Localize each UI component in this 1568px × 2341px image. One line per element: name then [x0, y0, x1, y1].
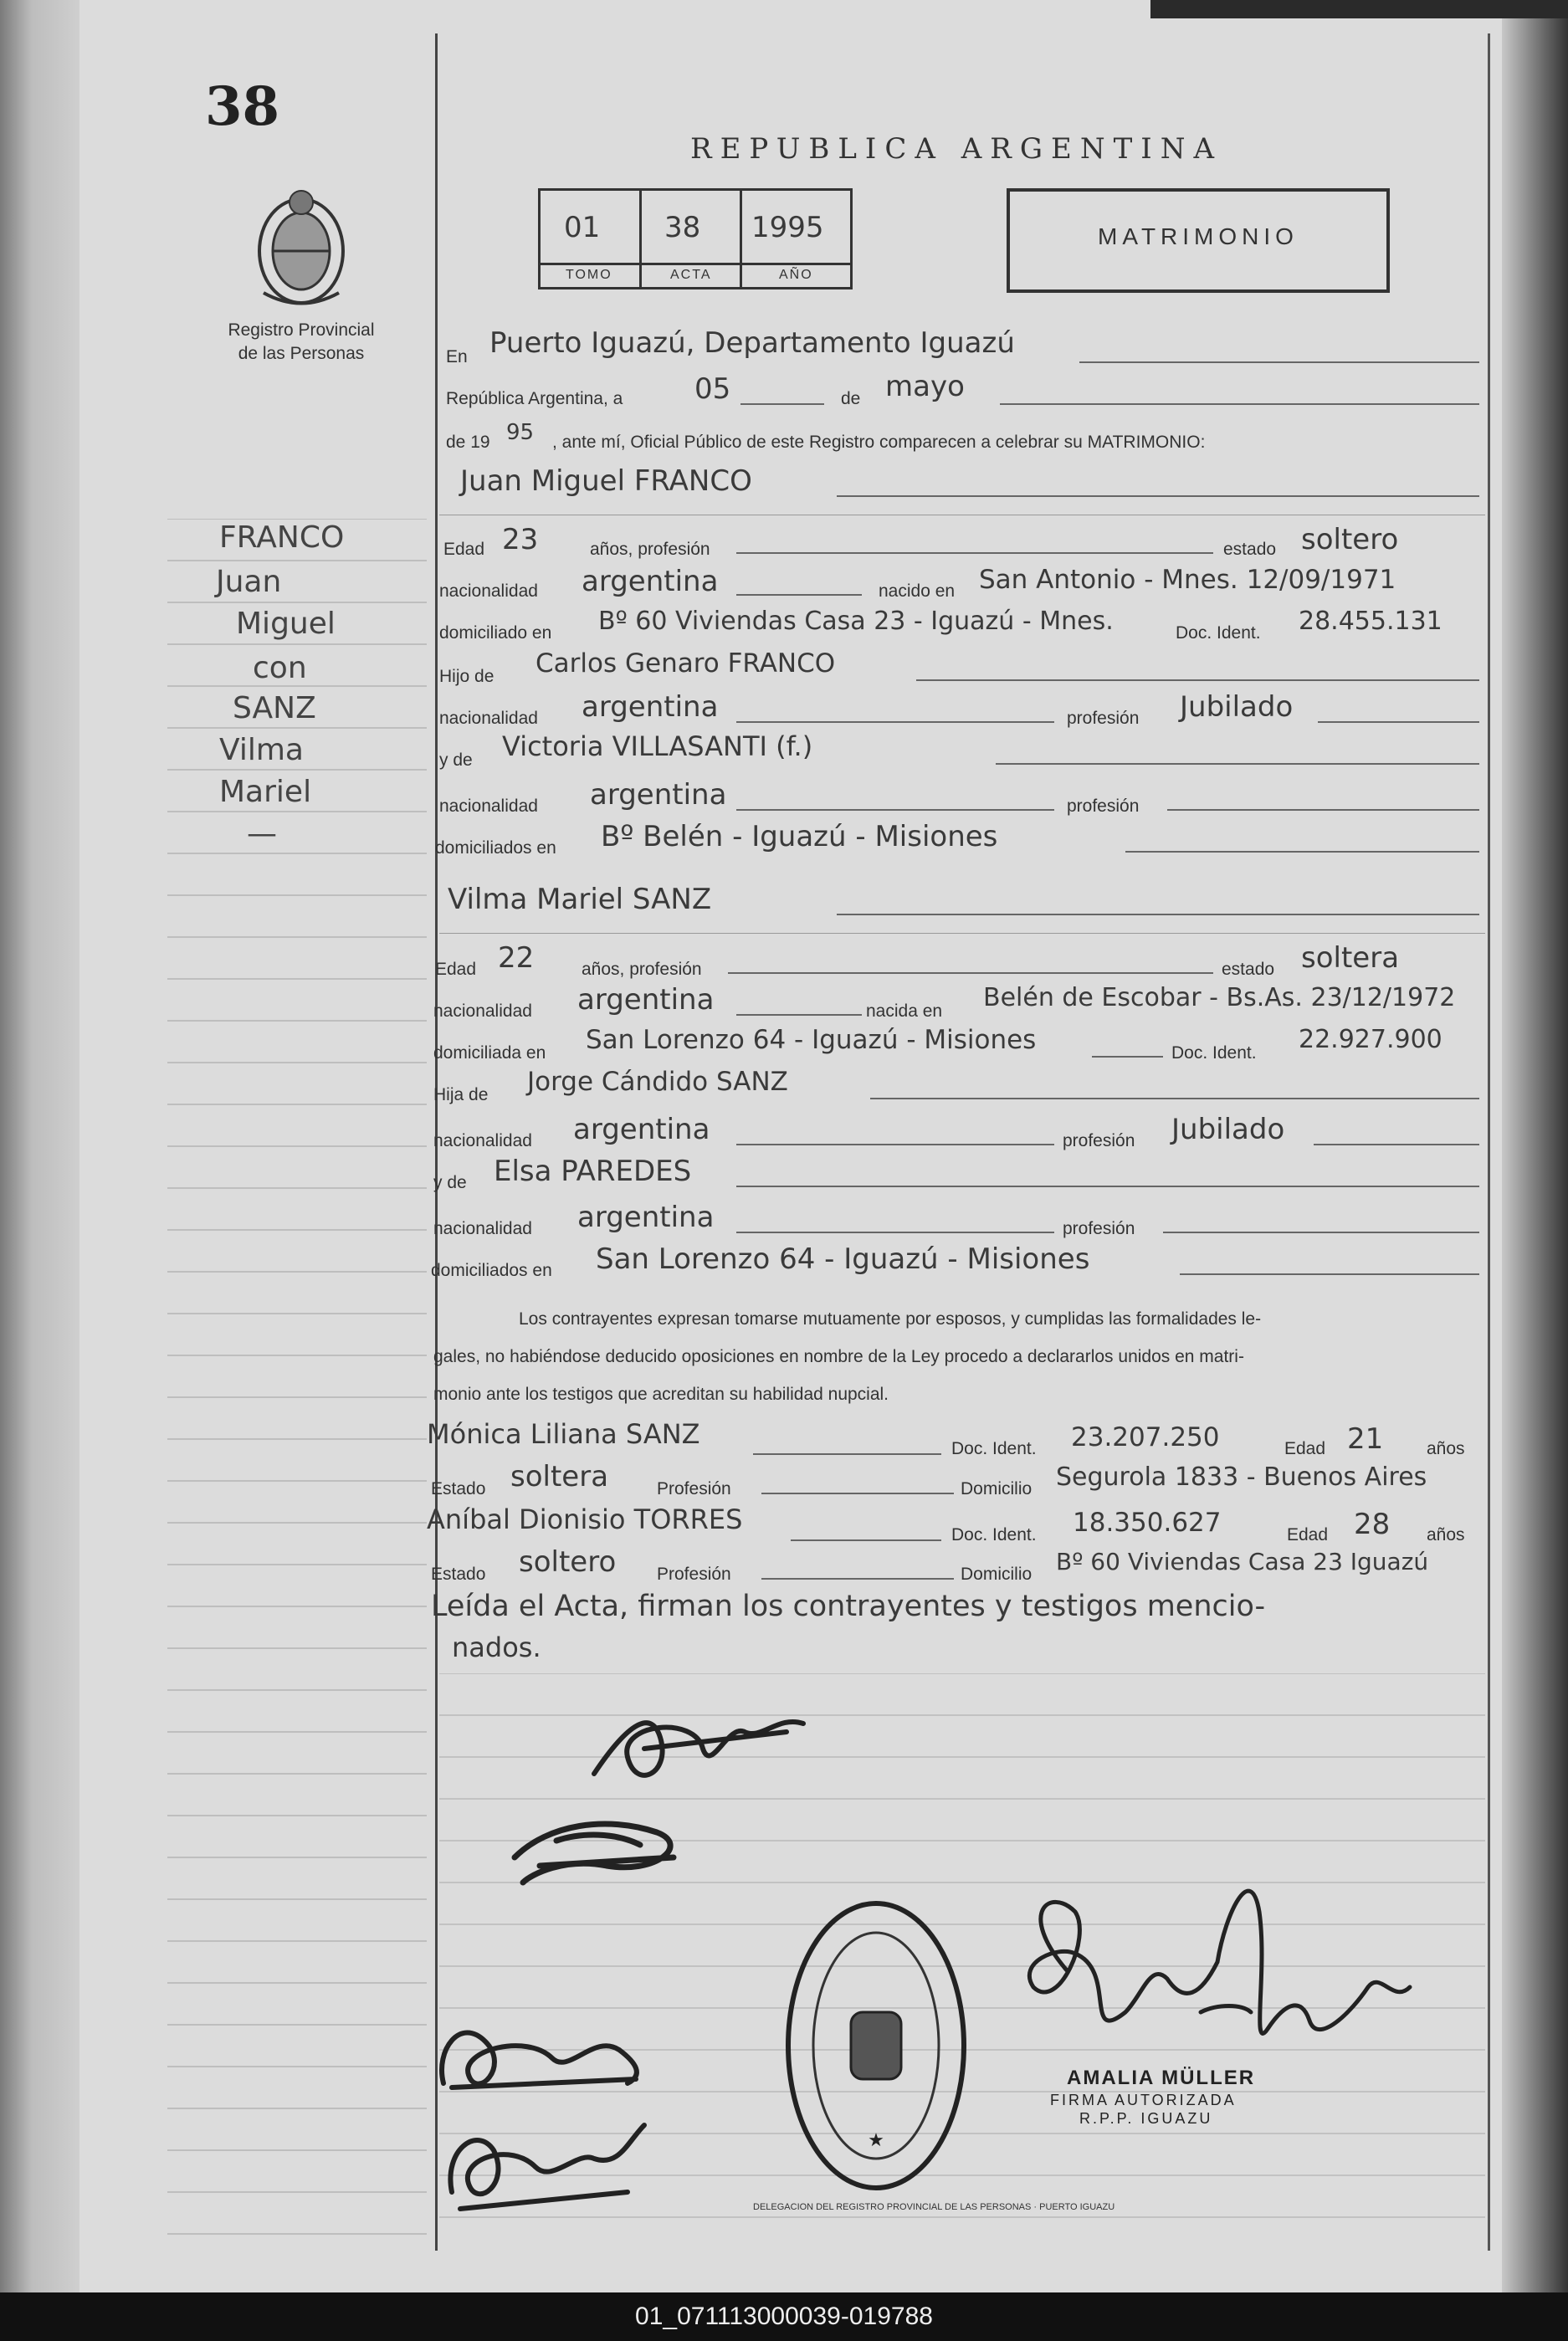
w1-anios-label: años: [1427, 1439, 1465, 1458]
tomo-value: 01: [564, 211, 601, 244]
nacido-en-label: nacido en: [879, 581, 956, 601]
bride-status: soltera: [1301, 941, 1400, 975]
registry-office-line2: de las Personas: [238, 344, 365, 363]
declaration-line-3: monio ante los testigos que acreditan su habilidad nupcial.: [433, 1385, 889, 1404]
y-de-label-bride: y de: [433, 1173, 467, 1192]
registry-office-line1: Registro Provincial: [228, 320, 375, 340]
estado-label: estado: [1223, 540, 1277, 559]
domiciliados-en-label-bride: domiciliados en: [431, 1261, 552, 1280]
w2-edad-label: Edad: [1287, 1525, 1329, 1544]
margin-name-8: —: [247, 817, 277, 851]
page-right-edge: [1502, 18, 1568, 2292]
w1-profesion-label: Profesión: [657, 1479, 731, 1498]
witness1-doc: 23.207.250: [1071, 1422, 1220, 1452]
official-name: AMALIA MÜLLER: [1067, 2067, 1256, 2089]
profesion-label-bride-2: profesión: [1063, 1219, 1135, 1238]
domiciliada-en-label: domiciliada en: [433, 1043, 546, 1063]
groom-doc: 28.455.131: [1299, 607, 1442, 636]
signature-witnesses: [427, 1983, 661, 2234]
w2-domicilio-label: Domicilio: [961, 1565, 1033, 1584]
nacionalidad-label-bride: nacionalidad: [433, 1001, 532, 1021]
doc-ident-label: Doc. Ident.: [1176, 623, 1261, 643]
acta-label: ACTA: [670, 268, 712, 282]
anios-profesion-label-bride: años, profesión: [582, 960, 702, 979]
anio-label: AÑO: [779, 268, 813, 282]
y-de-label: y de: [439, 750, 473, 770]
declaration-line-2: gales, no habiéndose deducido oposiciones en nombre de la Ley procedo a declararlos unidos en matri-: [433, 1347, 1244, 1366]
bride-mother: Elsa PAREDES: [494, 1155, 692, 1188]
witness1-age: 21: [1347, 1422, 1384, 1456]
profesion-label-2: profesión: [1067, 797, 1140, 816]
bride-father-profession: Jubilado: [1171, 1113, 1285, 1146]
country-heading: REPUBLICA ARGENTINA: [690, 132, 1223, 166]
bride-doc: 22.927.900: [1299, 1025, 1442, 1054]
w2-profesion-label: Profesión: [657, 1565, 731, 1584]
w1-edad-label: Edad: [1284, 1439, 1326, 1458]
official-office: R.P.P. IGUAZU: [1079, 2110, 1213, 2127]
w1-domicilio-label: Domicilio: [961, 1479, 1033, 1498]
w2-estado-label: Estado: [431, 1565, 486, 1584]
doc-ident-label-bride: Doc. Ident.: [1171, 1043, 1257, 1063]
groom-age: 23: [502, 523, 539, 556]
margin-name-6: Vilma: [219, 733, 304, 767]
groom-nationality: argentina: [582, 565, 719, 598]
official-title: FIRMA AUTORIZADA: [1050, 2092, 1237, 2108]
page-number: 38: [205, 75, 280, 138]
witness2-age: 28: [1354, 1508, 1391, 1541]
ceremony-year: 95: [506, 420, 535, 445]
right-border: [1488, 33, 1490, 2251]
republica-label: República Argentina, a: [446, 389, 623, 408]
en-label: En: [446, 347, 468, 366]
groom-name: Juan Miguel FRANCO: [460, 464, 752, 498]
nacionalidad-label-2: nacionalidad: [439, 709, 538, 728]
witness1-name: Mónica Liliana SANZ: [427, 1418, 700, 1450]
witness2-name: Aníbal Dionisio TORRES: [427, 1503, 743, 1535]
w1-estado-label: Estado: [431, 1479, 486, 1498]
bride-parents-address: San Lorenzo 64 - Iguazú - Misiones: [596, 1242, 1090, 1276]
scan-background: [1150, 0, 1568, 18]
margin-name-3: Miguel: [236, 607, 336, 641]
bride-father: Jorge Cándido SANZ: [527, 1067, 788, 1097]
groom-father: Carlos Genaro FRANCO: [535, 648, 836, 679]
edad-label-bride: Edad: [435, 960, 477, 979]
domiciliados-en-label: domiciliados en: [435, 838, 556, 858]
signature-groom: [577, 1690, 828, 1799]
groom-father-profession: Jubilado: [1180, 690, 1294, 724]
ante-text: , ante mí, Oficial Público de este Registro comparecen a celebrar su MATRIMONIO:: [552, 433, 1206, 452]
de19-label: de 19: [446, 433, 490, 452]
act-type-label: MATRIMONIO: [1098, 223, 1299, 249]
groom-father-nationality: argentina: [582, 690, 719, 724]
domiciliado-en-label: domiciliado en: [439, 623, 552, 643]
nacionalidad-label-bride-3: nacionalidad: [433, 1219, 532, 1238]
profesion-label: profesión: [1067, 709, 1140, 728]
margin-name-7: Mariel: [219, 775, 312, 809]
w1-doc-label: Doc. Ident.: [951, 1439, 1037, 1458]
bride-mother-nationality: argentina: [577, 1201, 715, 1234]
nacionalidad-label: nacionalidad: [439, 581, 538, 601]
acta-value: 38: [664, 211, 701, 244]
ceremony-day: 05: [694, 372, 731, 406]
ceremony-place: Puerto Iguazú, Departamento Iguazú: [489, 326, 1015, 360]
margin-name-5: SANZ: [233, 691, 316, 725]
w2-anios-label: años: [1427, 1525, 1465, 1544]
witness2-address: Bº 60 Viviendas Casa 23 Iguazú: [1056, 1548, 1429, 1575]
declaration-line-1: Los contrayentes expresan tomarse mutuamente por esposos, y cumplidas las formalidades le-: [519, 1309, 1262, 1329]
nacionalidad-label-bride-2: nacionalidad: [433, 1131, 532, 1150]
w2-doc-label: Doc. Ident.: [951, 1525, 1037, 1544]
closing-line-1: Leída el Acta, firman los contrayentes y testigos mencio-: [431, 1590, 1266, 1623]
registry-stamp: [782, 1895, 971, 2196]
groom-mother-nationality: argentina: [590, 778, 727, 812]
groom-birth: San Antonio - Mnes. 12/09/1971: [979, 565, 1396, 595]
bride-birth: Belén de Escobar - Bs.As. 23/12/1972: [983, 983, 1456, 1012]
de-label: de: [841, 389, 861, 408]
svg-text:★: ★: [868, 2129, 884, 2150]
anios-profesion-label: años, profesión: [590, 540, 710, 559]
book-spine-edge: [0, 0, 79, 2292]
scan-id-footer: 01_071113000039-019788: [0, 2292, 1568, 2341]
margin-name-1: FRANCO: [219, 520, 345, 555]
anio-value: 1995: [751, 211, 824, 244]
bride-address: San Lorenzo 64 - Iguazú - Misiones: [586, 1025, 1037, 1055]
edad-label: Edad: [443, 540, 485, 559]
witness2-doc: 18.350.627: [1073, 1508, 1222, 1538]
hija-de-label: Hija de: [433, 1085, 489, 1104]
registry-number-box: [538, 188, 853, 289]
witness1-status: soltera: [510, 1460, 609, 1493]
margin-name-4: con: [253, 651, 307, 685]
groom-status: soltero: [1301, 523, 1399, 556]
witness2-status: soltero: [519, 1545, 617, 1579]
profesion-label-bride: profesión: [1063, 1131, 1135, 1150]
nacionalidad-label-3: nacionalidad: [439, 797, 538, 816]
tomo-label: TOMO: [566, 268, 612, 282]
closing-line-2: nados.: [452, 1632, 541, 1663]
bride-nationality: argentina: [577, 983, 715, 1017]
hijo-de-label: Hijo de: [439, 667, 494, 686]
estado-label-bride: estado: [1222, 960, 1275, 979]
witness1-address: Segurola 1833 - Buenos Aires: [1056, 1462, 1427, 1492]
bride-name: Vilma Mariel SANZ: [448, 883, 712, 916]
bride-father-nationality: argentina: [573, 1113, 710, 1146]
stamp-text: DELEGACION DEL REGISTRO PROVINCIAL DE LAS PERSONAS · PUERTO IGUAZU: [753, 2202, 1115, 2212]
signature-bride: [506, 1807, 690, 1891]
groom-parents-address: Bº Belén - Iguazú - Misiones: [601, 820, 998, 853]
bride-age: 22: [498, 941, 535, 975]
nacida-en-label: nacida en: [866, 1001, 943, 1021]
margin-name-2: Juan: [216, 565, 282, 599]
act-type-box: [1007, 188, 1390, 293]
groom-address: Bº 60 Viviendas Casa 23 - Iguazú - Mnes.: [598, 607, 1114, 636]
coat-of-arms-icon: [247, 184, 356, 310]
ceremony-month: mayo: [885, 370, 965, 403]
groom-mother: Victoria VILLASANTI (f.): [502, 730, 813, 762]
